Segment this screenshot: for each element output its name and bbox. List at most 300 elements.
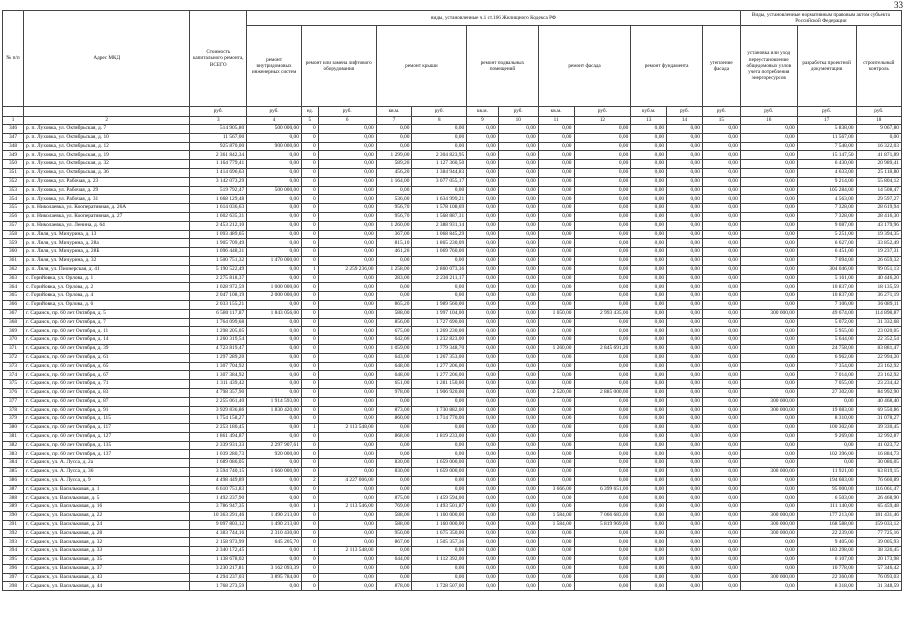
value-cell: 461,20 <box>376 248 412 257</box>
address-cell: р. п. Ляля, ул. Мичурина, д. 28Б <box>24 248 190 257</box>
value-cell: 0,00 <box>702 186 740 195</box>
table-row <box>3 415 902 424</box>
value-cell: 1 093 489,65 <box>190 230 247 239</box>
value-cell: 0,00 <box>498 450 538 459</box>
row-number-cell: 382 <box>3 441 24 450</box>
value-cell: 0,00 <box>631 388 667 397</box>
value-cell: 0,00 <box>702 512 740 521</box>
value-cell: 0,00 <box>667 177 703 186</box>
value-cell: 30 086,05 <box>856 459 901 468</box>
value-cell: 0,00 <box>538 380 574 389</box>
row-number-cell: 359 <box>3 239 24 248</box>
value-cell: 0,00 <box>631 556 667 565</box>
value-cell: 0,00 <box>538 256 574 265</box>
value-cell: 0,00 <box>467 336 499 345</box>
value-cell: 0,00 <box>538 265 574 274</box>
row-number-cell: 353 <box>3 186 24 195</box>
value-cell: 9 405,00 <box>797 538 856 547</box>
column-number: 10 <box>498 117 538 125</box>
value-cell: 0,00 <box>318 459 376 468</box>
table-row <box>3 512 902 521</box>
value-cell: 0,00 <box>498 318 538 327</box>
value-cell: 645 205,70 <box>247 538 302 547</box>
value-cell: 0,00 <box>538 195 574 204</box>
table-row <box>3 186 902 195</box>
address-cell: г. Саранск, ул. Васильковая, д. 32 <box>24 538 190 547</box>
value-cell: 1 112 392,00 <box>412 556 467 565</box>
value-cell: 0,00 <box>740 125 797 134</box>
value-cell: 519 792,47 <box>190 186 247 195</box>
header-roof: ремонт крыши <box>376 26 467 107</box>
value-cell: 0,00 <box>412 186 467 195</box>
value-cell: 0,00 <box>667 168 703 177</box>
value-cell: 0,00 <box>631 362 667 371</box>
row-number-cell: 367 <box>3 309 24 318</box>
value-cell: 0,00 <box>412 564 467 573</box>
value-cell: 0,00 <box>667 538 703 547</box>
table-row <box>3 485 902 494</box>
value-cell: 111 140,00 <box>797 503 856 512</box>
value-cell: 0,00 <box>631 212 667 221</box>
address-cell: г. Саранск, ул. Васильковая, д. 22 <box>24 512 190 521</box>
header-foundation: ремонт фундамента <box>631 26 703 107</box>
value-cell: 0,00 <box>538 336 574 345</box>
value-cell: 0,00 <box>318 168 376 177</box>
value-cell: 0,00 <box>740 564 797 573</box>
value-cell: 2 361 842,34 <box>190 151 247 160</box>
column-number: 8 <box>412 117 467 125</box>
row-number-cell: 390 <box>3 512 24 521</box>
value-cell: 856,00 <box>376 318 412 327</box>
value-cell: 0,00 <box>702 133 740 142</box>
value-cell: 0,00 <box>574 248 631 257</box>
value-cell: 651,00 <box>376 380 412 389</box>
value-cell: 1 069 760,00 <box>412 248 467 257</box>
value-cell: 0,00 <box>498 125 538 134</box>
value-cell: 0,00 <box>740 283 797 292</box>
address-cell: р. п. Луховка, ул. Рабочая, д. 29 <box>24 186 190 195</box>
value-cell: 0,00 <box>702 582 740 591</box>
address-cell: г. Саранск, пр. 60 лет Октября, д. 71 <box>24 380 190 389</box>
row-number-cell: 354 <box>3 195 24 204</box>
value-cell: 0,00 <box>247 459 302 468</box>
value-cell: 0,00 <box>631 424 667 433</box>
value-cell: 0,00 <box>538 450 574 459</box>
value-cell: 500 000,00 <box>247 125 302 134</box>
value-cell: 65 459,48 <box>856 503 901 512</box>
column-number: 18 <box>856 117 901 125</box>
value-cell: 159 033,12 <box>856 520 901 529</box>
value-cell: 0,00 <box>631 221 667 230</box>
value-cell: 1 650,00 <box>538 309 574 318</box>
value-cell: 0,00 <box>702 221 740 230</box>
value-cell: 0,00 <box>247 362 302 371</box>
value-cell: 0,00 <box>376 476 412 485</box>
value-cell: 0,00 <box>702 168 740 177</box>
value-cell: 0,00 <box>247 424 302 433</box>
header-facade: ремонт фасада <box>538 26 631 107</box>
value-cell: 0,00 <box>740 274 797 283</box>
value-cell: 63 819,15 <box>856 468 901 477</box>
table-row <box>3 151 902 160</box>
value-cell: 2 047 108,19 <box>190 292 247 301</box>
value-cell: 0,00 <box>702 397 740 406</box>
value-cell: 0,00 <box>667 239 703 248</box>
address-cell: г. Саранск, ул. Васильковая, д. 24 <box>24 520 190 529</box>
value-cell: 0,00 <box>702 283 740 292</box>
row-number-cell: 366 <box>3 300 24 309</box>
column-number: 3 <box>190 117 247 125</box>
value-cell: 19 394,35 <box>856 230 901 239</box>
value-cell: 177 213,00 <box>797 512 856 521</box>
value-cell: 0,00 <box>318 556 376 565</box>
row-number-cell: 389 <box>3 503 24 512</box>
value-cell: 0,00 <box>247 318 302 327</box>
value-cell: 0,00 <box>467 529 499 538</box>
value-cell: 0,00 <box>318 248 376 257</box>
value-cell: 0,00 <box>740 353 797 362</box>
value-cell: 1 311 439,42 <box>190 380 247 389</box>
value-cell: 0,00 <box>631 300 667 309</box>
value-cell: 0,00 <box>702 327 740 336</box>
value-cell: 0 <box>301 168 318 177</box>
value-cell: 0,00 <box>631 265 667 274</box>
value-cell: 0 <box>301 248 318 257</box>
value-cell: 0,00 <box>538 432 574 441</box>
value-cell: 0,00 <box>376 485 412 494</box>
value-cell: 0,00 <box>667 292 703 301</box>
value-cell: 1 764 099,68 <box>190 318 247 327</box>
value-cell: 0,00 <box>631 380 667 389</box>
row-number-cell: 387 <box>3 485 24 494</box>
value-cell: 4 383 744,16 <box>190 529 247 538</box>
value-cell: 0,00 <box>574 529 631 538</box>
value-cell: 1 861 494,87 <box>190 432 247 441</box>
value-cell: 0,00 <box>574 424 631 433</box>
value-cell: 0 <box>301 309 318 318</box>
column-number: 16 <box>740 117 797 125</box>
units-cell: руб. <box>702 107 740 117</box>
value-cell: 8 310,00 <box>797 415 856 424</box>
value-cell: 0,00 <box>740 415 797 424</box>
value-cell: 0,00 <box>467 388 499 397</box>
row-number-cell: 386 <box>3 476 24 485</box>
row-number-cell: 350 <box>3 160 24 169</box>
value-cell: 0 <box>301 388 318 397</box>
value-cell: 0,00 <box>702 485 740 494</box>
value-cell: 867,00 <box>376 538 412 547</box>
column-number: 5 <box>301 117 318 125</box>
header-group-regional: Виды, установленные нормативным правовым актом субъекта Российской Федерации <box>740 11 901 26</box>
value-cell: 0,00 <box>667 441 703 450</box>
table-row <box>3 503 902 512</box>
value-cell: 0,00 <box>498 256 538 265</box>
value-cell: 6 451,00 <box>797 248 856 257</box>
value-cell: 925 870,00 <box>190 142 247 151</box>
value-cell: 0,00 <box>247 547 302 556</box>
value-cell: 0,00 <box>702 476 740 485</box>
value-cell: 1 730 882,00 <box>412 406 467 415</box>
value-cell: 0,00 <box>667 380 703 389</box>
value-cell: 22 360,00 <box>797 573 856 582</box>
row-number-cell: 363 <box>3 274 24 283</box>
value-cell: 1 568 887,31 <box>412 212 467 221</box>
value-cell: 0,00 <box>740 221 797 230</box>
value-cell: 0,00 <box>574 177 631 186</box>
value-cell: 0,00 <box>740 494 797 503</box>
value-cell: 0,00 <box>318 344 376 353</box>
value-cell: 0,00 <box>631 485 667 494</box>
table-row <box>3 538 902 547</box>
value-cell: 0 <box>301 380 318 389</box>
value-cell: 0,00 <box>376 186 412 195</box>
table-row <box>3 336 902 345</box>
value-cell: 0,00 <box>467 265 499 274</box>
value-cell: 0,00 <box>318 256 376 265</box>
value-cell: 0,00 <box>740 256 797 265</box>
value-cell: 0,00 <box>631 459 667 468</box>
value-cell: 0,00 <box>412 441 467 450</box>
address-cell: г. Саранск, ул. Васильковая, д. 43 <box>24 573 190 582</box>
value-cell: 0,00 <box>667 283 703 292</box>
value-cell: 0,00 <box>667 503 703 512</box>
value-cell: 830,00 <box>376 459 412 468</box>
row-number-cell: 349 <box>3 151 24 160</box>
value-cell: 878,00 <box>376 582 412 591</box>
address-cell: г. Саранск, пр. 60 лет Октября, д. 117 <box>24 424 190 433</box>
value-cell: 1 905 709,49 <box>190 239 247 248</box>
value-cell: 0,00 <box>498 512 538 521</box>
table-row <box>3 256 902 265</box>
address-cell: р. п. Луховка, ул. Октябрьская, д. 7 <box>24 125 190 134</box>
value-cell: 0,00 <box>740 327 797 336</box>
value-cell: 0,00 <box>247 168 302 177</box>
units-cell: руб. <box>574 107 631 117</box>
value-cell: 0,00 <box>574 212 631 221</box>
value-cell: 0,00 <box>498 151 538 160</box>
value-cell: 0,00 <box>667 459 703 468</box>
value-cell: 0,00 <box>467 503 499 512</box>
value-cell: 0 <box>301 494 318 503</box>
value-cell: 0,00 <box>667 344 703 353</box>
column-number: 11 <box>538 117 574 125</box>
table-row <box>3 344 902 353</box>
value-cell: 0,00 <box>467 125 499 134</box>
value-cell: 0,00 <box>538 494 574 503</box>
value-cell: 1 470 000,00 <box>247 256 302 265</box>
value-cell: 0,00 <box>467 168 499 177</box>
value-cell: 0,00 <box>498 142 538 151</box>
value-cell: 0,00 <box>498 221 538 230</box>
value-cell: 0,00 <box>631 432 667 441</box>
value-cell: 675,00 <box>376 327 412 336</box>
value-cell: 0,00 <box>498 503 538 512</box>
value-cell: 815,10 <box>376 239 412 248</box>
value-cell: 4 294 237,03 <box>190 573 247 582</box>
value-cell: 0,00 <box>467 344 499 353</box>
row-number-cell: 360 <box>3 248 24 257</box>
value-cell: 0,00 <box>498 204 538 213</box>
value-cell: 0,00 <box>574 283 631 292</box>
value-cell: 0,00 <box>247 265 302 274</box>
value-cell: 0,00 <box>318 212 376 221</box>
value-cell: 0,00 <box>631 353 667 362</box>
value-cell: 0,00 <box>631 547 667 556</box>
value-cell: 0 <box>301 292 318 301</box>
value-cell: 0,00 <box>702 177 740 186</box>
value-cell: 0,00 <box>667 212 703 221</box>
units-cell: руб. <box>412 107 467 117</box>
value-cell: 0,00 <box>631 371 667 380</box>
value-cell: 0,00 <box>376 450 412 459</box>
value-cell: 99 051,13 <box>856 265 901 274</box>
value-cell: 2 340 172,45 <box>190 547 247 556</box>
value-cell: 0,00 <box>498 494 538 503</box>
value-cell: 6 399 651,00 <box>574 485 631 494</box>
value-cell: 0,00 <box>574 125 631 134</box>
address-cell: р. п. Ляля, ул. Мичурина, д. 32 <box>24 256 190 265</box>
value-cell: 0,00 <box>538 318 574 327</box>
value-cell: 0,00 <box>498 520 538 529</box>
value-cell: 1 602 635,31 <box>190 212 247 221</box>
row-number-cell: 369 <box>3 327 24 336</box>
value-cell: 0,00 <box>467 256 499 265</box>
value-cell: 0,00 <box>318 125 376 134</box>
value-cell: 1 728 507,00 <box>412 582 467 591</box>
value-cell: 0,00 <box>498 371 538 380</box>
row-number-cell: 355 <box>3 204 24 213</box>
value-cell: 0,00 <box>631 133 667 142</box>
value-cell: 77 725,16 <box>856 529 901 538</box>
value-cell: 0,00 <box>574 274 631 283</box>
value-cell: 500 000,00 <box>247 186 302 195</box>
value-cell: 76 660,89 <box>856 476 901 485</box>
value-cell: 0,00 <box>538 239 574 248</box>
value-cell: 0,00 <box>574 380 631 389</box>
address-cell: г. Саранск, ул. Васильковая, д. 37 <box>24 564 190 573</box>
value-cell: 84 992,90 <box>856 388 901 397</box>
value-cell: 0,00 <box>631 142 667 151</box>
value-cell: 6 580 117,87 <box>190 309 247 318</box>
value-cell: 33 852,49 <box>856 239 901 248</box>
table-row <box>3 142 902 151</box>
value-cell: 0 <box>301 564 318 573</box>
value-cell: 0,00 <box>574 573 631 582</box>
value-cell: 0,00 <box>631 573 667 582</box>
value-cell: 1 768 273,59 <box>190 582 247 591</box>
value-cell: 0,00 <box>498 529 538 538</box>
value-cell: 0,00 <box>574 432 631 441</box>
value-cell: 0,00 <box>247 432 302 441</box>
value-cell: 1 277 206,00 <box>412 362 467 371</box>
value-cell: 0,00 <box>467 564 499 573</box>
value-cell: 168 588,00 <box>797 520 856 529</box>
value-cell: 0 <box>301 468 318 477</box>
value-cell: 11 921,00 <box>797 468 856 477</box>
value-cell: 2 845 691,20 <box>574 344 631 353</box>
value-cell: 0,00 <box>667 151 703 160</box>
value-cell: 0,00 <box>376 441 412 450</box>
table-row <box>3 168 902 177</box>
value-cell: 0,00 <box>467 520 499 529</box>
value-cell: 0,00 <box>574 256 631 265</box>
value-cell: 1 659 000,00 <box>412 468 467 477</box>
value-cell: 0,00 <box>574 230 631 239</box>
address-cell: р. п. Ляля, ул. Мичурина, д. 13 <box>24 230 190 239</box>
table-row <box>3 529 902 538</box>
value-cell: 0,00 <box>667 300 703 309</box>
value-cell: 0,00 <box>574 300 631 309</box>
value-cell: 36 089,11 <box>856 300 901 309</box>
row-number-cell: 377 <box>3 397 24 406</box>
row-number-cell: 348 <box>3 142 24 151</box>
value-cell: 0,00 <box>318 239 376 248</box>
value-cell: 0 <box>301 397 318 406</box>
value-cell: 22 239,00 <box>797 529 856 538</box>
value-cell: 0,00 <box>538 371 574 380</box>
value-cell: 32 992,87 <box>856 432 901 441</box>
value-cell: 956,70 <box>376 212 412 221</box>
page-number: 33 <box>894 0 903 10</box>
value-cell: 456,20 <box>376 168 412 177</box>
value-cell: 0,00 <box>412 485 467 494</box>
table-row <box>3 177 902 186</box>
value-cell: 1 028 972,59 <box>190 283 247 292</box>
value-cell: 0,00 <box>376 142 412 151</box>
value-cell: 0,00 <box>467 415 499 424</box>
value-cell: 0,00 <box>467 459 499 468</box>
value-cell: 0,00 <box>247 239 302 248</box>
value-cell: 978,00 <box>376 388 412 397</box>
units-cell: кв.м. <box>467 107 499 117</box>
value-cell: 95 000,00 <box>797 485 856 494</box>
units-cell <box>3 107 24 117</box>
value-cell: 0,00 <box>538 292 574 301</box>
header-total-cost: Стоимость капитального ремонта, ВСЕГО <box>190 11 247 107</box>
value-cell: 100 302,00 <box>797 424 856 433</box>
value-cell: 0,00 <box>538 529 574 538</box>
value-cell: 0,00 <box>574 503 631 512</box>
value-cell: 0,00 <box>702 538 740 547</box>
value-cell: 0,00 <box>247 485 302 494</box>
table-row <box>3 564 902 573</box>
value-cell: 31 348,59 <box>856 582 901 591</box>
value-cell: 0,00 <box>498 248 538 257</box>
units-cell: кв.м. <box>376 107 412 117</box>
value-cell: 0,00 <box>702 432 740 441</box>
value-cell: 0,00 <box>538 212 574 221</box>
value-cell: 0,00 <box>740 380 797 389</box>
value-cell: 0,00 <box>318 195 376 204</box>
value-cell: 0,00 <box>498 538 538 547</box>
column-number: 6 <box>318 117 376 125</box>
value-cell: 642,00 <box>376 336 412 345</box>
table-row <box>3 362 902 371</box>
address-cell: г. Саранск, пр. 60 лет Октября, д. 91 <box>24 406 190 415</box>
value-cell: 0,00 <box>498 556 538 565</box>
value-cell: 0,00 <box>247 556 302 565</box>
value-cell: 588,00 <box>376 520 412 529</box>
value-cell: 0 <box>301 125 318 134</box>
value-cell: 0 <box>301 512 318 521</box>
value-cell: 300 000,00 <box>740 573 797 582</box>
value-cell: 16 884,73 <box>856 450 901 459</box>
value-cell: 643,00 <box>376 353 412 362</box>
value-cell: 0,00 <box>498 362 538 371</box>
value-cell: 0,00 <box>740 336 797 345</box>
value-cell: 300 000,00 <box>740 468 797 477</box>
value-cell: 0,00 <box>247 151 302 160</box>
